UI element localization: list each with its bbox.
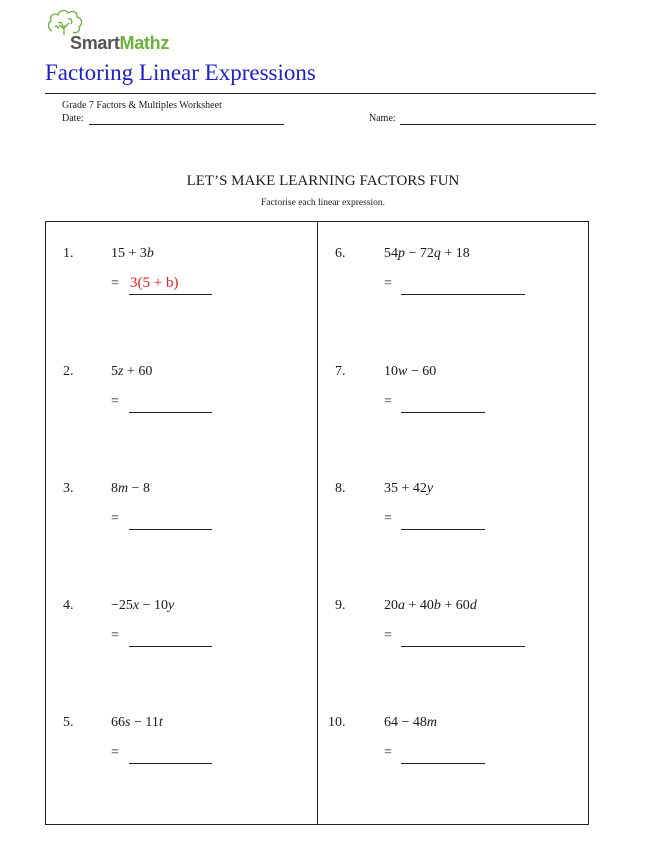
name-field-line [400,124,596,125]
answer-line[interactable] [401,294,525,295]
answer-line[interactable] [401,529,485,530]
problem-number: 2. [63,364,74,379]
problem-number: 6. [335,246,346,261]
problem-number: 3. [63,481,74,496]
problem-expression: 66s − 11t [111,715,163,730]
problem-number: 7. [335,364,346,379]
problem-expression: 10w − 60 [384,364,437,379]
date-label: Date: [62,113,84,124]
problem-expression: 35 + 42y [384,481,434,496]
problem-number: 10. [328,715,346,730]
problem-expression: 20a + 40b + 60d [384,598,477,613]
brand-part-mathz: Mathz [119,33,170,53]
equals-sign: = [384,276,392,291]
column-divider [317,221,318,825]
date-field-line [89,124,284,125]
problem-expression: 15 + 3b [111,246,154,261]
equals-sign: = [111,276,119,291]
problem-expression: 54p − 72q + 18 [384,246,470,261]
answer-line[interactable] [401,412,485,413]
equals-sign: = [111,394,119,409]
equals-sign: = [111,511,119,526]
equals-sign: = [384,745,392,760]
equals-sign: = [384,511,392,526]
answer-text: 3(5 + b) [130,275,179,291]
problem-number: 9. [335,598,346,613]
problem-number: 5. [63,715,74,730]
answer-line[interactable] [129,412,212,413]
equals-sign: = [384,628,392,643]
title-rule [45,93,596,94]
name-label: Name: [369,113,396,124]
problem-expression: 5z + 60 [111,364,153,379]
worksheet-subtitle: Grade 7 Factors & Multiples Worksheet [62,100,222,111]
equals-sign: = [111,628,119,643]
problem-expression: 64 − 48m [384,715,438,730]
brand-part-smart: Smart [70,33,120,53]
answer-line[interactable] [401,646,525,647]
worksheet-heading: LET’S MAKE LEARNING FACTORS FUN [186,173,460,189]
page-title: Factoring Linear Expressions [45,60,316,85]
problem-number: 1. [63,246,74,261]
problem-expression: 8m − 8 [111,481,151,496]
smartmathz-logo [46,9,186,55]
instructions: Factorise each linear expression. [261,198,385,208]
problem-number: 4. [63,598,74,613]
problem-expression: −25x − 10y [111,598,175,613]
answer-line[interactable] [129,646,212,647]
problem-number: 8. [335,481,346,496]
answer-line[interactable] [401,763,485,764]
answer-line[interactable] [129,294,212,295]
equals-sign: = [384,394,392,409]
answer-line[interactable] [129,529,212,530]
answer-line[interactable] [129,763,212,764]
equals-sign: = [111,745,119,760]
brand-name [70,33,169,54]
